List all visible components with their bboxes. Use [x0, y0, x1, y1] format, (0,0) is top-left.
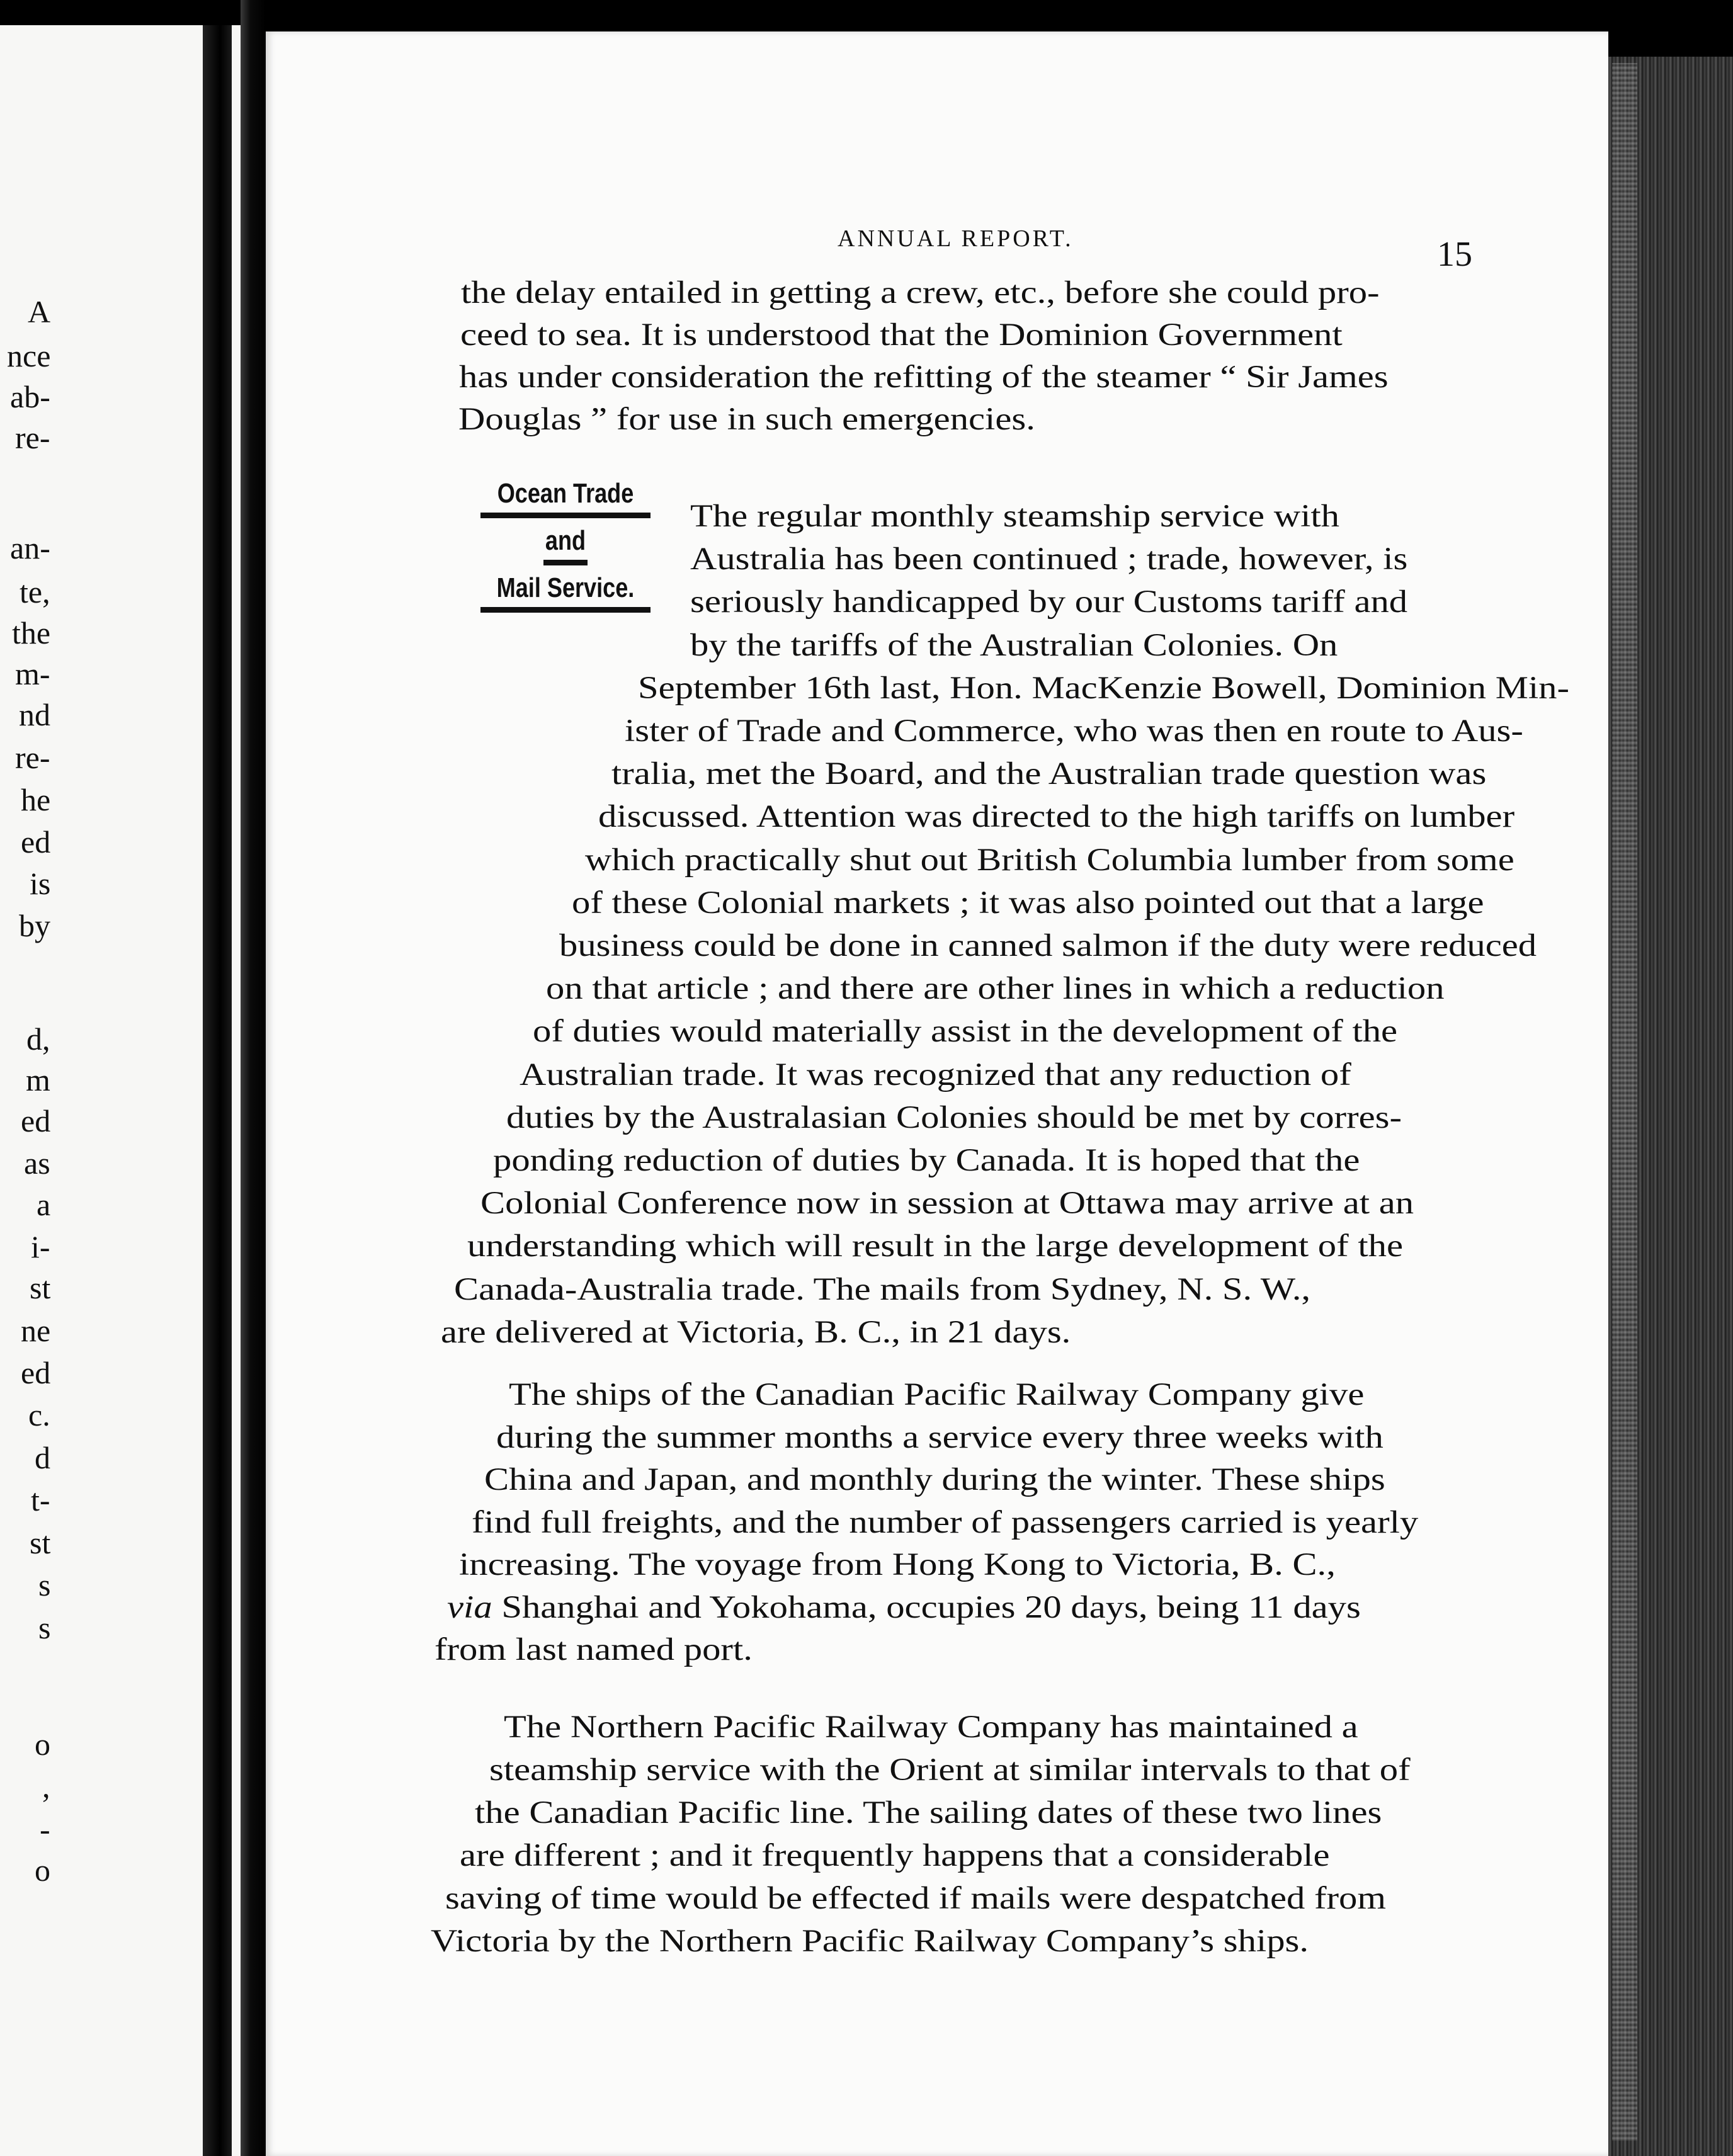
- text-line: increasing. The voyage from Hong Kong to Victoria, B. C.,: [459, 1547, 1336, 1582]
- text-line: duties by the Australasian Colonies should be met by corres-: [506, 1099, 1402, 1135]
- text-line: ister of Trade and Commerce, who was then en route to Aus-: [624, 713, 1523, 749]
- book-gutter: [241, 0, 266, 2156]
- text-line: find full freights, and the number of passengers carried is yearly: [472, 1504, 1419, 1540]
- previous-page-fragment-text: the: [12, 615, 51, 650]
- text-line: the delay entailed in getting a crew, etc., before she could pro-: [461, 275, 1380, 310]
- text-line: discussed. Attention was directed to the high tariffs on lumber: [598, 799, 1515, 835]
- text-line: understanding which will result in the large development of the: [467, 1228, 1403, 1264]
- sidenote-line: and: [545, 525, 586, 556]
- previous-page-fragment-text: d,: [26, 1021, 50, 1057]
- previous-page-fragment-text: -: [40, 1812, 50, 1847]
- previous-page-fragment-text: te,: [20, 574, 50, 610]
- previous-page-fragment-text: s: [38, 1610, 51, 1645]
- previous-page-fragment-text: c.: [28, 1397, 50, 1433]
- text-line: from last named port.: [435, 1632, 753, 1667]
- text-line: The ships of the Canadian Pacific Railway Company give: [509, 1377, 1365, 1412]
- sidenote-line: Mail Service.: [496, 572, 635, 603]
- margin-sidenote: [471, 480, 660, 621]
- text-line: has under consideration the refitting of the steamer “ Sir James: [459, 360, 1389, 395]
- previous-page-fragment-text: as: [24, 1145, 50, 1181]
- text-line: tralia, met the Board, and the Australian trade question was: [611, 756, 1487, 792]
- previous-page-fragment-text: m-: [15, 656, 50, 691]
- previous-page-fragment-text: he: [21, 782, 51, 817]
- previous-page-fragment-text: m: [26, 1062, 50, 1098]
- text-line: China and Japan, and monthly during the winter. These ships: [484, 1462, 1385, 1497]
- previous-page-fragment-text: A: [28, 294, 51, 329]
- sidenote-rule: [480, 513, 651, 518]
- text-line: Canada-Australia trade. The mails from Sydney, N. S. W.,: [453, 1271, 1310, 1307]
- previous-page-fragment-text: is: [30, 866, 51, 901]
- text-line: the Canadian Pacific line. The sailing dates of these two lines: [474, 1795, 1382, 1830]
- text-line: saving of time would be effected if mails were despatched from: [445, 1881, 1387, 1916]
- previous-page-fragment-text: i-: [31, 1229, 50, 1264]
- previous-page-fragment-text: s: [38, 1567, 51, 1603]
- previous-page-fragment-text: ab-: [10, 379, 50, 414]
- previous-page-fragment-text: st: [30, 1270, 51, 1305]
- text-line: Australian trade. It was recognized that any reduction of: [520, 1057, 1351, 1092]
- text-line: of duties would materially assist in the development of the: [532, 1014, 1397, 1050]
- previous-page-fragment-text: re-: [15, 740, 50, 775]
- previous-page-fragment-text: an-: [10, 530, 50, 565]
- previous-page-fragment-text: d: [35, 1440, 50, 1475]
- text-line: ponding reduction of duties by Canada. It is hoped that the: [493, 1143, 1360, 1178]
- text-line: during the summer months a service every three weeks with: [496, 1419, 1384, 1455]
- previous-page-fragment-text: re-: [15, 420, 50, 455]
- text-line: of these Colonial markets ; it was also pointed out that a large: [572, 885, 1484, 921]
- text-line: by the tariffs of the Australian Colonies. On: [690, 627, 1338, 663]
- sidenote-rule: [480, 607, 651, 613]
- previous-page-fragment-text: a: [37, 1187, 51, 1222]
- previous-page-fragment-text: ed: [21, 1355, 51, 1390]
- italic-word: via: [446, 1589, 492, 1625]
- previous-page-fragment-text: ed: [21, 1103, 51, 1138]
- text-line: The regular monthly steamship service with: [690, 499, 1339, 534]
- previous-page-fragment-text: by: [19, 908, 50, 943]
- text-line: are delivered at Victoria, B. C., in 21 days.: [441, 1314, 1071, 1350]
- previous-page-fragment-text: o: [35, 1852, 50, 1888]
- running-header: ANNUAL REPORT.: [838, 225, 1074, 252]
- sidenote-rule: [543, 560, 588, 565]
- text-line: Victoria by the Northern Pacific Railway Company’s ships.: [431, 1924, 1309, 1959]
- previous-page-fragment-text: ne: [21, 1313, 51, 1348]
- previous-page-fragment-text: nd: [19, 697, 50, 732]
- previous-page-fragment-text: ,: [42, 1769, 50, 1804]
- previous-page-fragment-text: t-: [31, 1482, 50, 1518]
- text-line: steamship service with the Orient at similar intervals to that of: [489, 1752, 1411, 1788]
- page-gutter-shadow: [203, 25, 232, 2156]
- page-number: 15: [1437, 235, 1472, 274]
- text-line: The Northern Pacific Railway Company has maintained a: [504, 1710, 1358, 1745]
- sidenote-line: Ocean Trade: [497, 478, 634, 509]
- text-line: ceed to sea. It is understood that the Dominion Government: [460, 317, 1343, 353]
- previous-page-fragment-text: o: [35, 1727, 50, 1762]
- text-line: business could be done in canned salmon if the duty were reduced: [559, 928, 1537, 963]
- text-line: seriously handicapped by our Customs tariff and: [690, 584, 1408, 620]
- text-line: which practically shut out British Columbia lumber from some: [585, 842, 1515, 878]
- text-line: September 16th last, Hon. MacKenzie Bowell, Dominion Min-: [637, 670, 1569, 706]
- text-line: Douglas ” for use in such emergencies.: [458, 402, 1035, 437]
- text-line: are different ; and it frequently happens that a considerable: [460, 1838, 1330, 1873]
- text-line: Colonial Conference now in session at Ottawa may arrive at an: [480, 1186, 1414, 1222]
- previous-page-fragment-text: st: [30, 1525, 51, 1560]
- text-line: Australia has been continued ; trade, however, is: [690, 542, 1408, 577]
- book-page-edges-highlight: [1612, 63, 1637, 2141]
- text-line: on that article ; and there are other lines in which a reduction: [545, 971, 1445, 1007]
- previous-page-fragment-text: ed: [21, 824, 51, 860]
- text-line: via Shanghai and Yokohama, occupies 20 days, being 11 days: [446, 1589, 1361, 1625]
- previous-page-fragment-text: nce: [7, 338, 51, 373]
